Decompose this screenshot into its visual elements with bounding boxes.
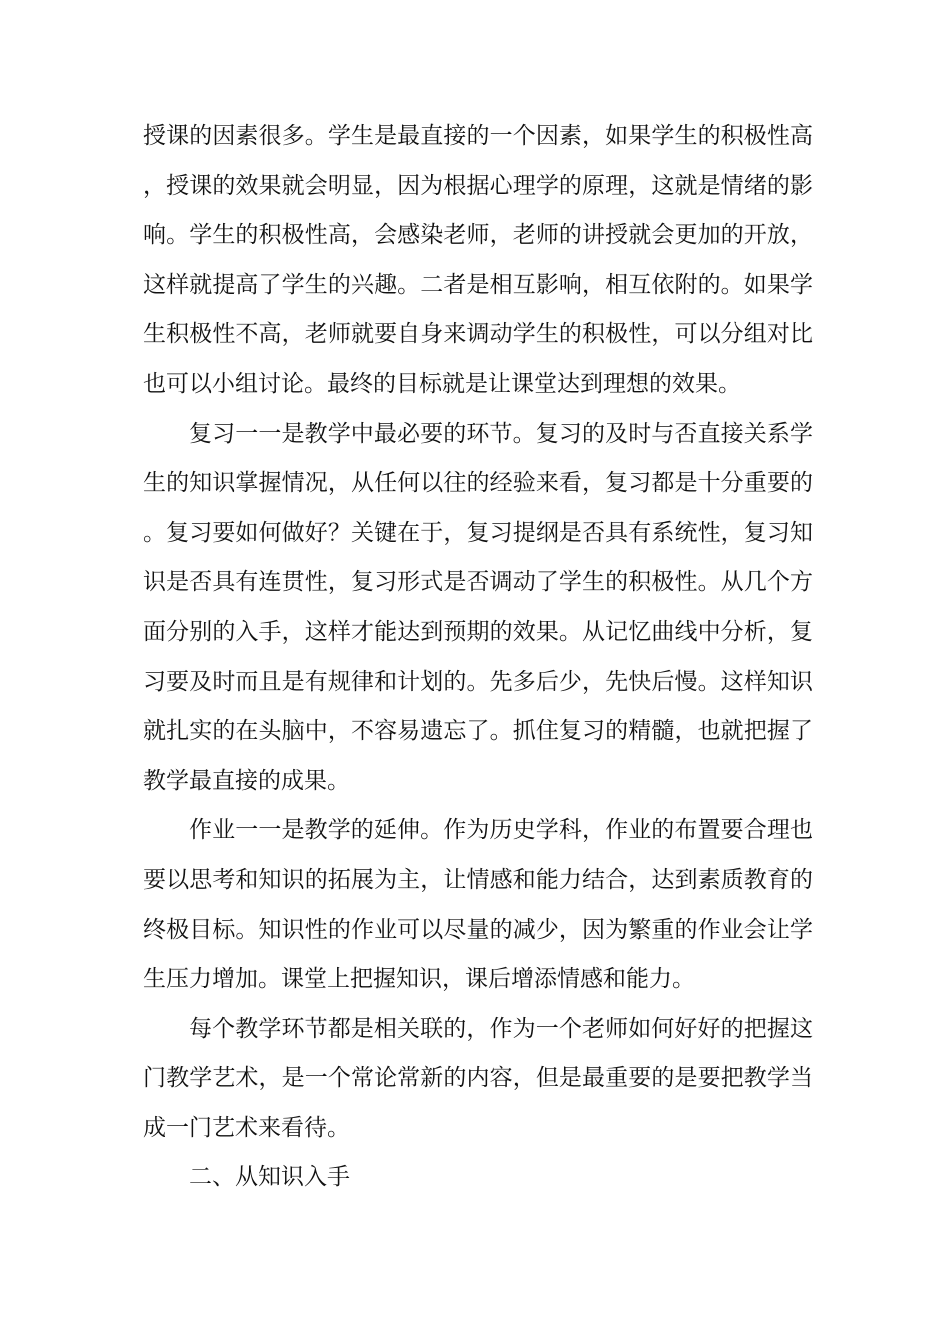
section-heading: 二、从知识入手 — [189, 1164, 350, 1191]
paragraph-factors: 授课的因素很多。学生是最直接的一个因素，如果学生的积极性高，授课的效果就会明显，因为根据心理学的原理，这就是情绪的影响。学生的积极性高，会感染老师，老师的讲授就会更加的开放，这样就提高了学生的兴趣。二者是相互影响，相互依附的。如果学生积极性不高，老师就要自身来调动学生的积极性，可以分组对比也可以小组讨论。最终的目标就是让课堂达到理想的效果。 — [143, 123, 813, 397]
paragraph-review: 复习一一是教学中最必要的环节。复习的及时与否直接关系学生的知识掌握情况，从任何以往的经验来看，复习都是十分重要的。复习要如何做好？关键在于，复习提纲是否具有系统性，复习知识是否具有连贯性，复习形式是否调动了学生的积极性。从几个方面分别的入手，这样才能达到预期的效果。从记忆曲线中分析，复习要及时而且是有规律和计划的。先多后少，先快后慢。这样知识就扎实的在头脑中，不容易遗忘了。抓住复习的精髓，也就把握了教学最直接的成果。 — [143, 420, 813, 794]
document-body — [143, 112, 813, 1203]
paragraph-homework: 作业一一是教学的延伸。作为历史学科，作业的布置要合理也要以思考和知识的拓展为主，让情感和能力结合，达到素质教育的终极目标。知识性的作业可以尽量的减少，因为繁重的作业会让学生压力增加。课堂上把握知识，课后增添情感和能力。 — [143, 817, 813, 993]
paragraph-conclusion: 每个教学环节都是相关联的，作为一个老师如何好好的把握这门教学艺术，是一个常论常新的内容，但是最重要的是要把教学当成一门艺术来看待。 — [143, 1015, 813, 1141]
